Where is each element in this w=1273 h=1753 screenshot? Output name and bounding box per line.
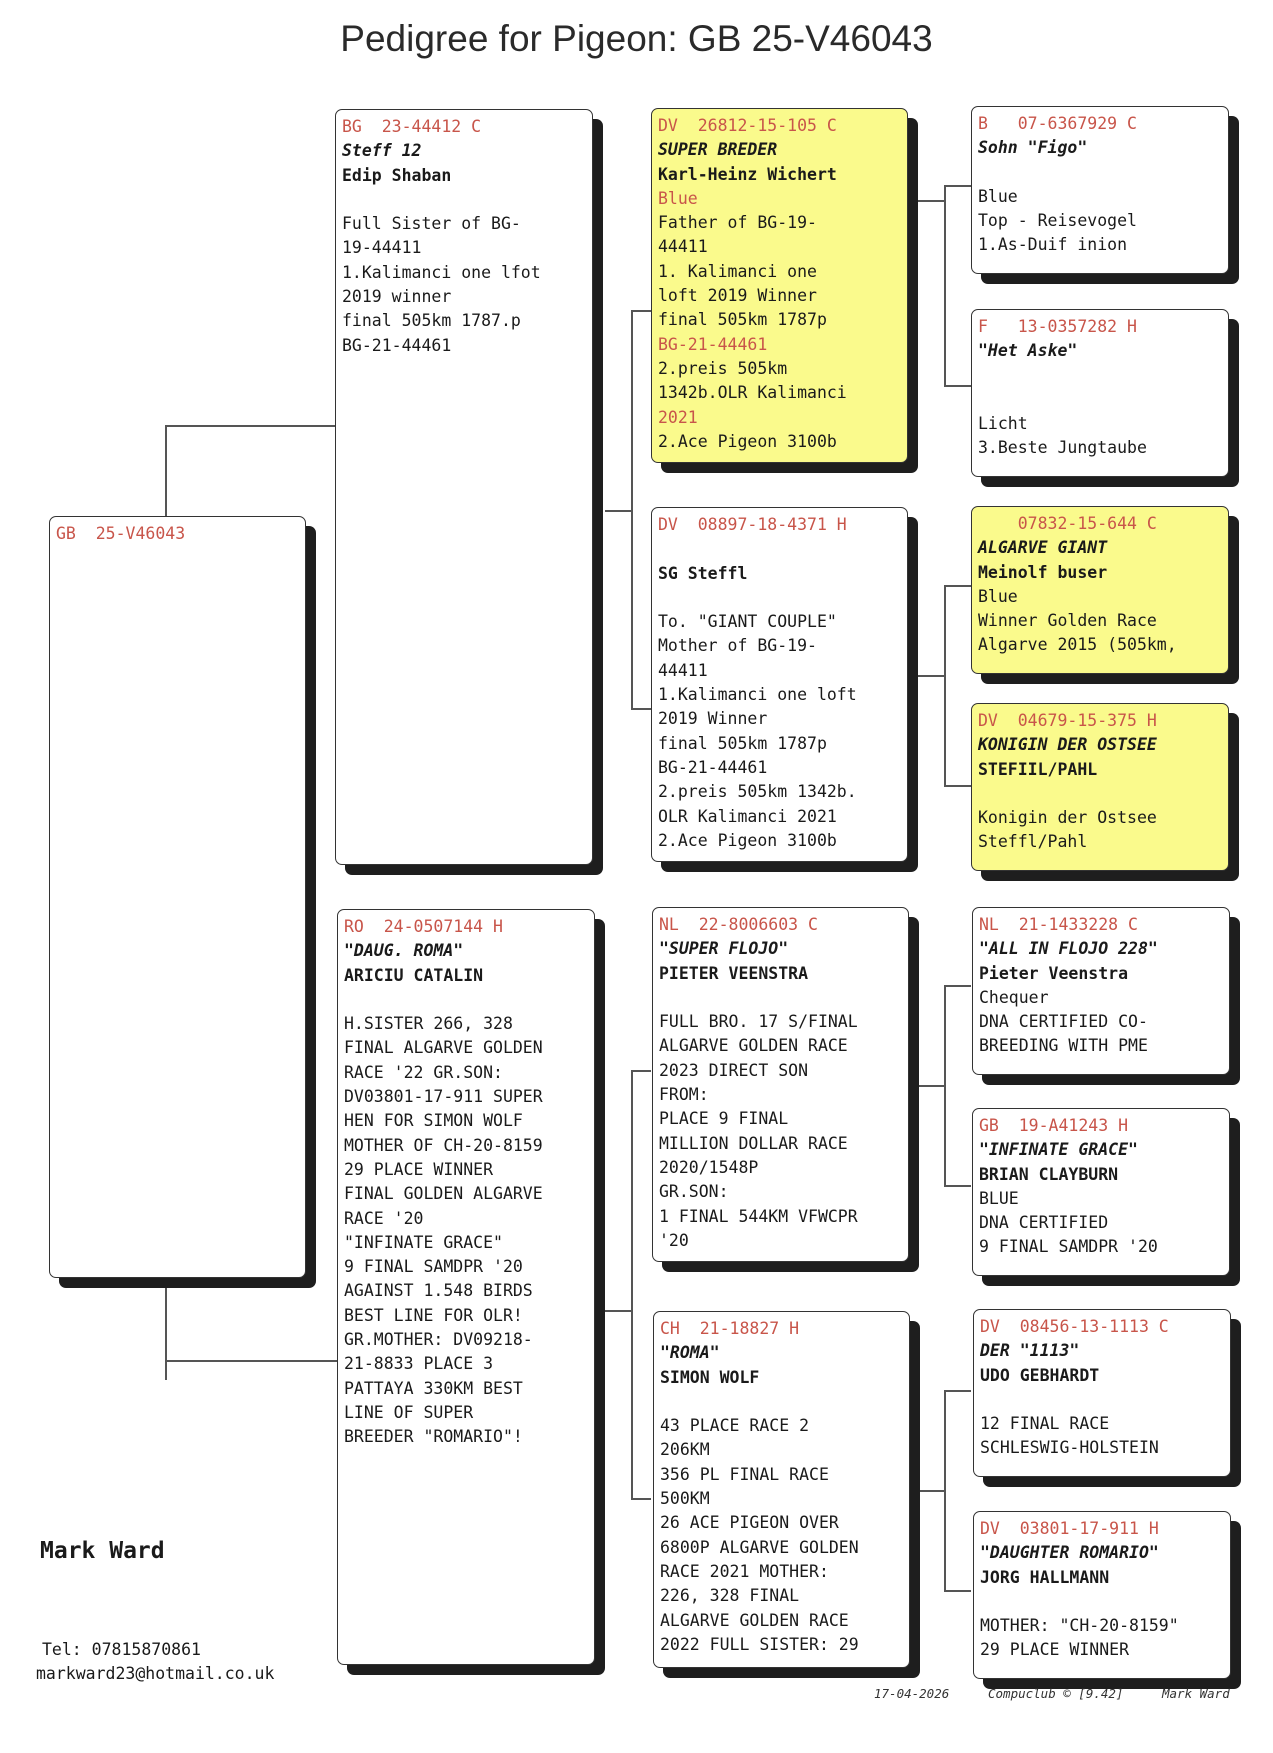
- note-line: BREEDING WITH PME: [979, 1036, 1148, 1056]
- note-line: 19-44411: [342, 238, 422, 258]
- note-line: 206KM: [660, 1440, 710, 1460]
- connector: [944, 585, 946, 785]
- note-line: [978, 782, 1222, 806]
- connector: [165, 1280, 167, 1380]
- owner-name: Pieter Veenstra: [979, 963, 1129, 983]
- note-line: 6800P ALGARVE GOLDEN: [660, 1537, 859, 1557]
- dam-sire-card[interactable]: [652, 907, 909, 1262]
- pigeon-name: "DAUGHTER ROMARIO": [980, 1543, 1159, 1563]
- note-line: OLR Kalimanci 2021: [658, 806, 837, 826]
- note-line: 9 FINAL SAMDPR '20: [344, 1257, 523, 1277]
- note-line: ALGARVE GOLDEN RACE: [659, 1036, 848, 1056]
- note-line: loft 2019 Winner: [658, 286, 817, 306]
- note-line: 2022 FULL SISTER: 29: [660, 1634, 859, 1654]
- sire-dam-card[interactable]: [651, 507, 908, 862]
- ring-number: DV 08897-18-4371 H: [658, 515, 847, 534]
- note-line: AGAINST 1.548 BIRDS: [344, 1281, 533, 1301]
- note-line: BG-21-44461: [342, 335, 452, 355]
- subject-card[interactable]: [49, 516, 306, 1278]
- note-line: Blue: [978, 186, 1018, 206]
- note-line: To. "GIANT COUPLE": [658, 612, 837, 632]
- connector: [944, 985, 971, 987]
- print-date: 17-04-2026: [874, 1686, 950, 1701]
- ring-number: GB 25-V46043: [56, 524, 186, 543]
- note-line: Top - Reisevogel: [978, 211, 1137, 231]
- connector: [944, 185, 946, 385]
- note-line: Blue: [978, 586, 1018, 606]
- ring-number: DV 04679-15-375 H: [978, 711, 1157, 730]
- note-line: 1342b.OLR Kalimanci: [658, 383, 847, 403]
- owner-name: Meinolf buser: [978, 562, 1108, 582]
- note-line: Mother of BG-19-: [658, 636, 817, 656]
- connector: [944, 385, 971, 387]
- note-line: final 505km 1787.p: [342, 311, 521, 331]
- note-line: GR.SON:: [659, 1182, 729, 1202]
- note-line: 29 PLACE WINNER: [980, 1640, 1130, 1660]
- note-line: DV03801-17-911 SUPER: [344, 1087, 543, 1107]
- note-line: HEN FOR SIMON WOLF: [344, 1111, 523, 1131]
- note-line: '20: [659, 1230, 689, 1250]
- owner-name: UDO GEBHARDT: [980, 1365, 1100, 1385]
- note-line: [980, 1388, 1224, 1412]
- owner-name: SIMON WOLF: [660, 1367, 760, 1387]
- note-line: 2019 Winner: [658, 709, 768, 729]
- note-line: 226, 328 FINAL: [660, 1586, 800, 1606]
- note-line: BG-21-44461: [658, 334, 768, 354]
- note-line: [344, 988, 588, 1012]
- breeder-phone: Tel: 07815870861: [42, 1640, 201, 1659]
- sd-dam-card[interactable]: [971, 703, 1229, 871]
- software-credit: Compuclub © [9.42]: [988, 1686, 1124, 1701]
- footer-author: Mark Ward: [1162, 1686, 1230, 1701]
- connector: [944, 1390, 946, 1590]
- note-line: 3.Beste Jungtaube: [978, 438, 1147, 458]
- note-line: BREEDER "ROMARIO"!: [344, 1427, 523, 1447]
- note-line: FINAL ALGARVE GOLDEN: [344, 1038, 543, 1058]
- note-line: SCHLESWIG-HOLSTEIN: [980, 1438, 1159, 1458]
- note-line: 2021: [658, 407, 698, 427]
- note-line: 9 FINAL SAMDPR '20: [979, 1237, 1158, 1257]
- connector: [910, 675, 946, 677]
- connector: [944, 1185, 971, 1187]
- note-line: 43 PLACE RACE 2: [660, 1416, 810, 1436]
- ss-dam-card[interactable]: [971, 309, 1229, 477]
- connector: [944, 1590, 971, 1592]
- ring-number: B 07-6367929 C: [978, 114, 1137, 133]
- note-line: 356 PL FINAL RACE: [660, 1464, 829, 1484]
- pigeon-name: ALGARVE GIANT: [978, 538, 1108, 558]
- pigeon-name: SUPER BREDER: [658, 140, 778, 160]
- note-line: 2.preis 505km: [658, 358, 788, 378]
- note-line: [978, 388, 1222, 412]
- note-line: [660, 1390, 903, 1414]
- color: Blue: [658, 188, 698, 208]
- notes: [344, 988, 588, 1450]
- breeder-email: markward23@hotmail.co.uk: [36, 1664, 275, 1683]
- sd-sire-card[interactable]: [971, 506, 1229, 674]
- note-line: DNA CERTIFIED: [979, 1213, 1109, 1233]
- connector: [944, 585, 971, 587]
- note-line: 500KM: [660, 1489, 710, 1509]
- note-line: 1. Kalimanci one: [658, 261, 817, 281]
- ring-number: CH 21-18827 H: [660, 1319, 800, 1338]
- pigeon-name: KONIGIN DER OSTSEE: [978, 735, 1157, 755]
- dd-dam-card[interactable]: [973, 1511, 1231, 1679]
- pigeon-name: "ALL IN FLOJO 228": [979, 939, 1158, 959]
- sire-card[interactable]: [335, 109, 593, 865]
- connector: [631, 310, 633, 710]
- note-line: BLUE: [979, 1188, 1019, 1208]
- sire-sire-card[interactable]: [651, 108, 908, 463]
- pigeon-name: "INFINATE GRACE": [979, 1140, 1138, 1160]
- owner-name: SG Steffl: [658, 563, 748, 583]
- ring-number: 07832-15-644 C: [978, 514, 1157, 533]
- note-line: Father of BG-19-: [658, 213, 817, 233]
- note-line: PLACE 9 FINAL: [659, 1109, 789, 1129]
- note-line: 44411: [658, 237, 708, 257]
- note-line: BEST LINE FOR OLR!: [344, 1305, 523, 1325]
- pigeon-name: "SUPER FLOJO": [659, 939, 789, 959]
- note-line: 1 FINAL 544KM VFWCPR: [659, 1206, 858, 1226]
- connector: [631, 1070, 651, 1072]
- ring-number: NL 22-8006603 C: [659, 915, 818, 934]
- ds-dam-card[interactable]: [972, 1108, 1230, 1276]
- note-line: PATTAYA 330KM BEST: [344, 1378, 523, 1398]
- pigeon-name: Sohn "Figo": [978, 138, 1088, 158]
- ring-number: GB 19-A41243 H: [979, 1116, 1129, 1135]
- note-line: Winner Golden Race: [978, 611, 1157, 631]
- note-line: 2020/1548P: [659, 1157, 759, 1177]
- ring-number: NL 21-1433228 C: [979, 915, 1138, 934]
- owner-name: ARICIU CATALIN: [344, 965, 484, 985]
- connector: [944, 785, 971, 787]
- owner-name: JORG HALLMANN: [980, 1567, 1110, 1587]
- pigeon-name: [658, 537, 901, 561]
- note-line: RACE '22 GR.SON:: [344, 1062, 503, 1082]
- owner-name: Karl-Heinz Wichert: [658, 164, 837, 184]
- note-line: 12 FINAL RACE: [980, 1414, 1110, 1434]
- ring-number: DV 08456-13-1113 C: [980, 1317, 1169, 1336]
- note-line: DNA CERTIFIED CO-: [979, 1012, 1148, 1032]
- ss-sire-card[interactable]: [971, 106, 1229, 274]
- breeder-name: Mark Ward: [40, 1538, 165, 1564]
- connector: [944, 185, 971, 187]
- note-line: final 505km 1787p: [658, 310, 827, 330]
- note-line: FINAL GOLDEN ALGARVE: [344, 1184, 543, 1204]
- note-line: "INFINATE GRACE": [344, 1232, 503, 1252]
- note-line: GR.MOTHER: DV09218-: [344, 1330, 533, 1350]
- note-line: Chequer: [979, 987, 1049, 1007]
- owner-name: [978, 161, 1222, 185]
- pigeon-name: Steff 12: [342, 141, 422, 161]
- pigeon-name: "DAUG. ROMA": [344, 941, 464, 961]
- note-line: MILLION DOLLAR RACE: [659, 1133, 848, 1153]
- connector: [631, 1498, 651, 1500]
- note-line: Full Sister of BG-: [342, 214, 521, 234]
- note-line: RACE 2021 MOTHER:: [660, 1561, 829, 1581]
- note-line: Steffl/Pahl: [978, 832, 1088, 852]
- note-line: [342, 188, 586, 212]
- connector: [910, 200, 946, 202]
- note-line: 1.Kalimanci one lfot: [342, 262, 541, 282]
- ring-number: DV 26812-15-105 C: [658, 116, 837, 135]
- connector: [605, 1310, 633, 1312]
- notes: [342, 188, 586, 358]
- note-line: 1.Kalimanci one loft: [658, 685, 857, 705]
- note-line: 44411: [658, 660, 708, 680]
- connector: [631, 708, 651, 710]
- note-line: RACE '20: [344, 1208, 424, 1228]
- connector: [910, 1085, 946, 1087]
- connector: [165, 1360, 337, 1362]
- note-line: 2.Ace Pigeon 3100b: [658, 830, 837, 850]
- note-line: FULL BRO. 17 S/FINAL: [659, 1012, 858, 1032]
- note-line: MOTHER OF CH-20-8159: [344, 1135, 543, 1155]
- note-line: 2019 winner: [342, 287, 452, 307]
- owner-name: PIETER VEENSTRA: [659, 963, 809, 983]
- note-line: 29 PLACE WINNER: [344, 1159, 494, 1179]
- note-line: FROM:: [659, 1085, 709, 1105]
- owner-name: BRIAN CLAYBURN: [979, 1164, 1119, 1184]
- connector: [165, 425, 167, 520]
- note-line: [658, 586, 901, 610]
- ring-number: BG 23-44412 C: [342, 117, 482, 136]
- pigeon-name: "Het Aske": [978, 341, 1078, 361]
- connector: [631, 1070, 633, 1500]
- note-line: 26 ACE PIGEON OVER: [660, 1513, 839, 1533]
- note-line: Algarve 2015 (505km,: [978, 635, 1177, 655]
- pigeon-name: DER "1113": [980, 1341, 1080, 1361]
- owner-name: STEFIIL/PAHL: [978, 759, 1098, 779]
- page-title: Pedigree for Pigeon: GB 25-V46043: [340, 18, 933, 59]
- ring-number: F 13-0357282 H: [978, 317, 1137, 336]
- dd-sire-card[interactable]: [973, 1309, 1231, 1477]
- ring-number: RO 24-0507144 H: [344, 917, 503, 936]
- dam-card[interactable]: [337, 909, 595, 1665]
- note-line: 2.Ace Pigeon 3100b: [658, 431, 837, 451]
- note-line: 1.As-Duif inion: [978, 235, 1128, 255]
- note-line: [659, 986, 902, 1010]
- connector: [631, 310, 651, 312]
- note-line: MOTHER: "CH-20-8159": [980, 1616, 1179, 1636]
- connector: [944, 1390, 971, 1392]
- note-line: 21-8833 PLACE 3: [344, 1354, 494, 1374]
- note-line: 2.preis 505km 1342b.: [658, 782, 857, 802]
- note-line: [980, 1590, 1224, 1614]
- connector: [605, 510, 633, 512]
- pigeon-name: "ROMA": [660, 1343, 720, 1363]
- owner-name: [978, 364, 1222, 388]
- note-line: LINE OF SUPER: [344, 1402, 474, 1422]
- owner-name: Edip Shaban: [342, 165, 452, 185]
- note-line: Licht: [978, 414, 1028, 434]
- ring-number: DV 03801-17-911 H: [980, 1519, 1159, 1538]
- note-line: final 505km 1787p: [658, 733, 827, 753]
- dam-dam-card[interactable]: [653, 1311, 910, 1668]
- note-line: 2023 DIRECT SON: [659, 1060, 809, 1080]
- connector: [910, 1490, 946, 1492]
- connector: [944, 985, 946, 1185]
- note-line: BG-21-44461: [658, 757, 768, 777]
- note-line: Konigin der Ostsee: [978, 808, 1157, 828]
- ds-sire-card[interactable]: [972, 907, 1230, 1075]
- connector: [165, 425, 335, 427]
- note-line: H.SISTER 266, 328: [344, 1014, 513, 1034]
- note-line: ALGARVE GOLDEN RACE: [660, 1610, 849, 1630]
